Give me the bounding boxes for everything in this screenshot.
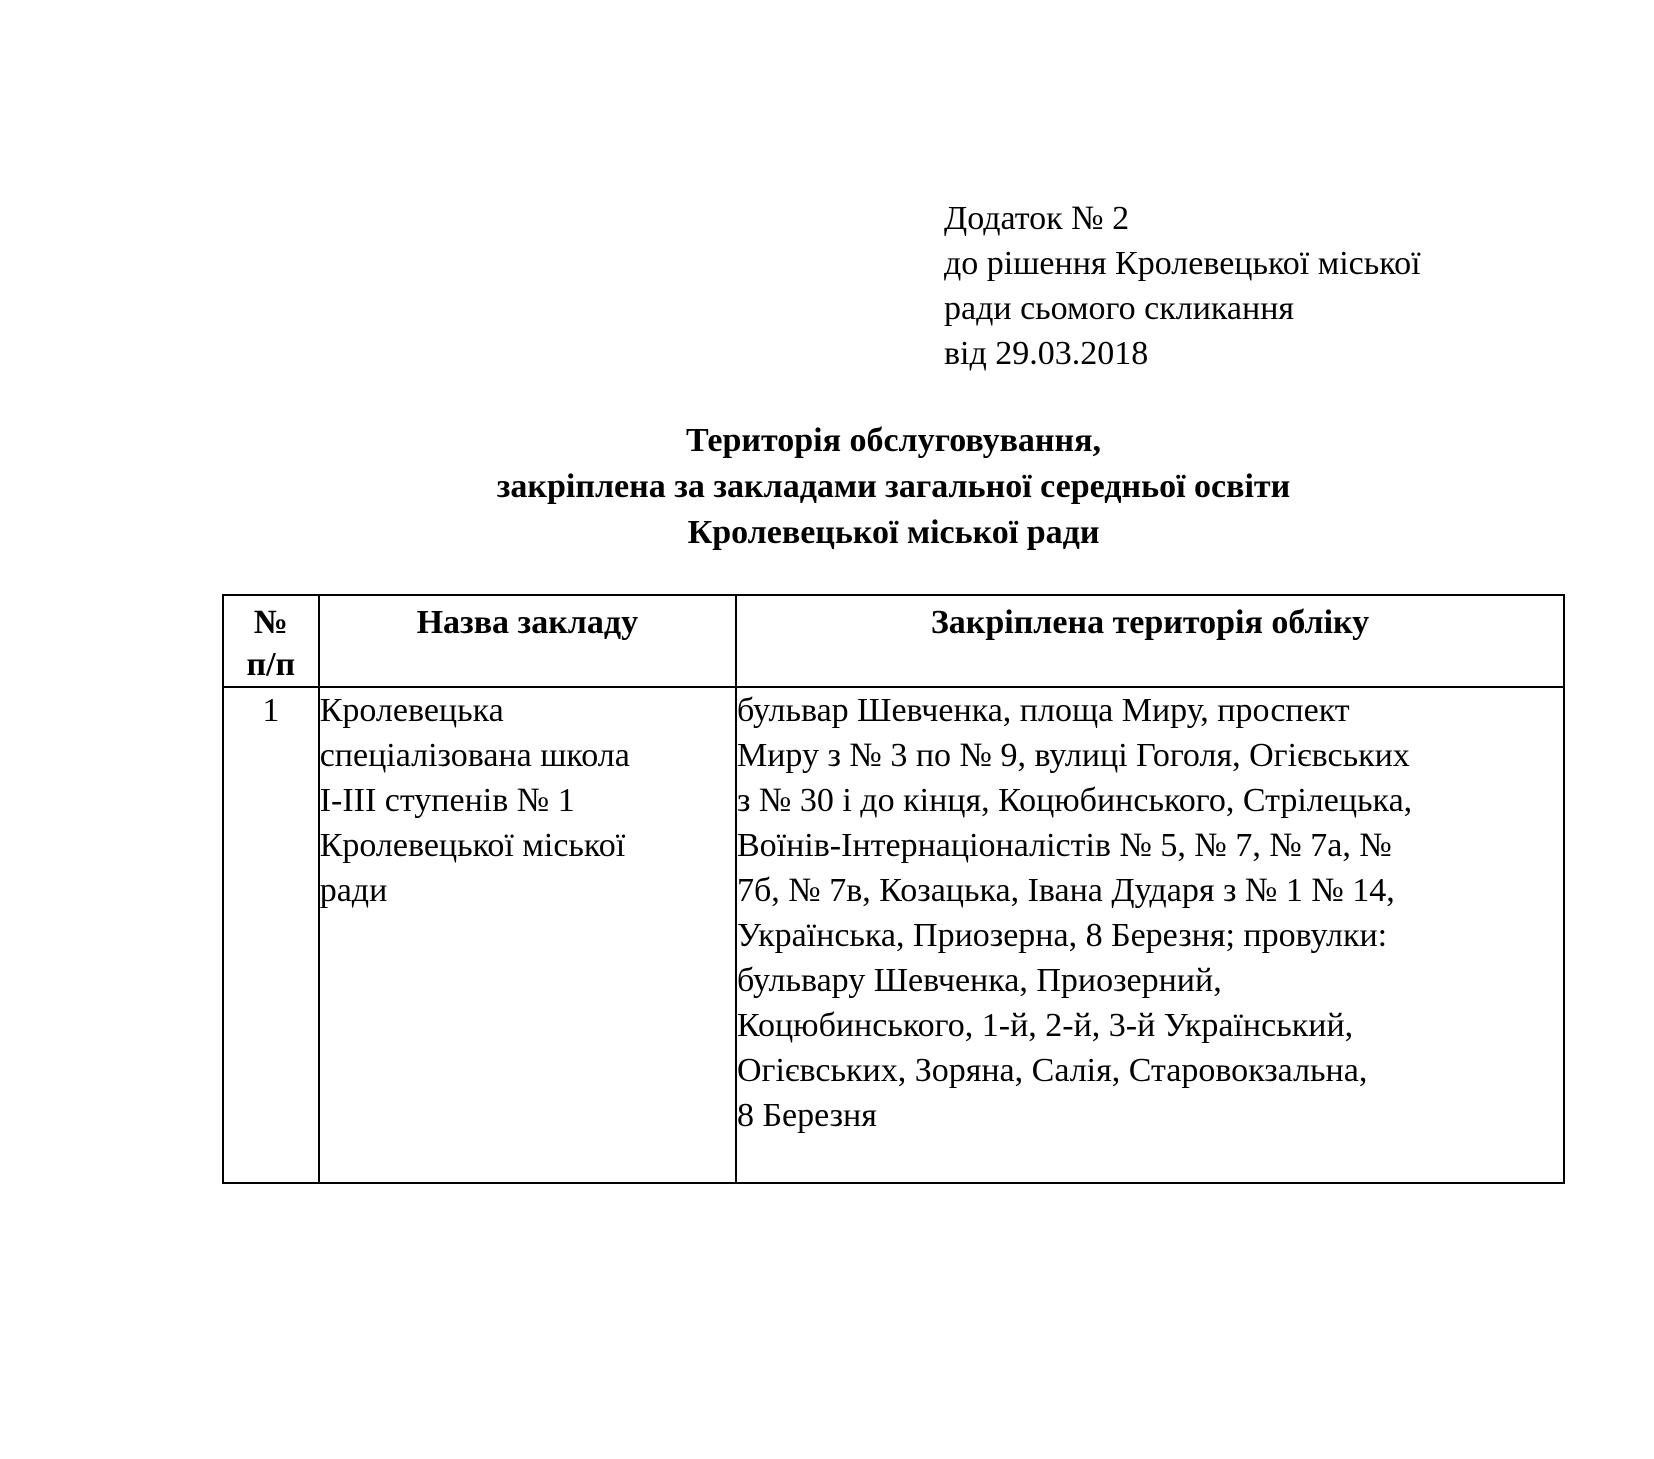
- territory-line: з № 30 і до кінця, Коцюбинського, Стрілецька,: [736, 782, 1413, 819]
- territory-line: 7б, № 7в, Козацька, Івана Дударя з № 1 № 14,: [736, 872, 1395, 909]
- territory-table: [222, 594, 1565, 1184]
- appendix-line: до рішення Кролевецької міської: [944, 245, 1421, 282]
- appendix-line: ради сьомого скликання: [944, 290, 1295, 327]
- table-row: [223, 687, 1564, 1183]
- row-number: 1: [223, 687, 319, 1183]
- header-number-line: №: [253, 604, 288, 641]
- title-line: Територія обслуговування,: [685, 422, 1102, 459]
- document-title: [222, 418, 1565, 556]
- territory-line: бульвар Шевченка, площа Миру, проспект: [736, 692, 1350, 729]
- appendix-line: Додаток № 2: [944, 200, 1130, 237]
- institution-name-line: спеціалізована школа: [319, 737, 630, 774]
- territory-line: Воїнів-Інтернаціоналістів № 5, № 7, № 7а, №: [736, 827, 1392, 864]
- territory-line: Коцюбинського, 1-й, 2-й, 3-й Український,: [736, 1007, 1354, 1044]
- territory-cell: [736, 687, 1564, 1183]
- table-header-row: [223, 595, 1564, 687]
- institution-name-cell: [319, 687, 736, 1183]
- header-institution-name: Назва закладу: [319, 595, 736, 687]
- territory-line: Огієвських, Зоряна, Салія, Старовокзальна,: [736, 1052, 1368, 1089]
- title-line: закріплена за закладами загальної середньої освіти: [496, 468, 1291, 505]
- appendix-date-line: від 29.03.2018: [944, 335, 1149, 372]
- institution-name-line: Кролевецька: [319, 692, 504, 729]
- header-territory: Закріплена територія обліку: [736, 595, 1564, 687]
- appendix-header: [944, 196, 1421, 376]
- territory-line: Українська, Приозерна, 8 Березня; провулки:: [736, 917, 1388, 954]
- institution-name-line: І-ІІІ ступенів № 1: [319, 782, 575, 819]
- title-line: Кролевецької міської ради: [687, 514, 1100, 551]
- territory-line: бульвару Шевченка, Приозерний,: [736, 962, 1222, 999]
- territory-line: Миру з № 3 по № 9, вулиці Гоголя, Огієвських: [736, 737, 1410, 774]
- header-number: [223, 595, 319, 687]
- institution-name-line: ради: [319, 872, 388, 909]
- header-number-line: п/п: [246, 646, 296, 683]
- territory-line: 8 Березня: [736, 1097, 877, 1134]
- institution-name-line: Кролевецької міської: [319, 827, 626, 864]
